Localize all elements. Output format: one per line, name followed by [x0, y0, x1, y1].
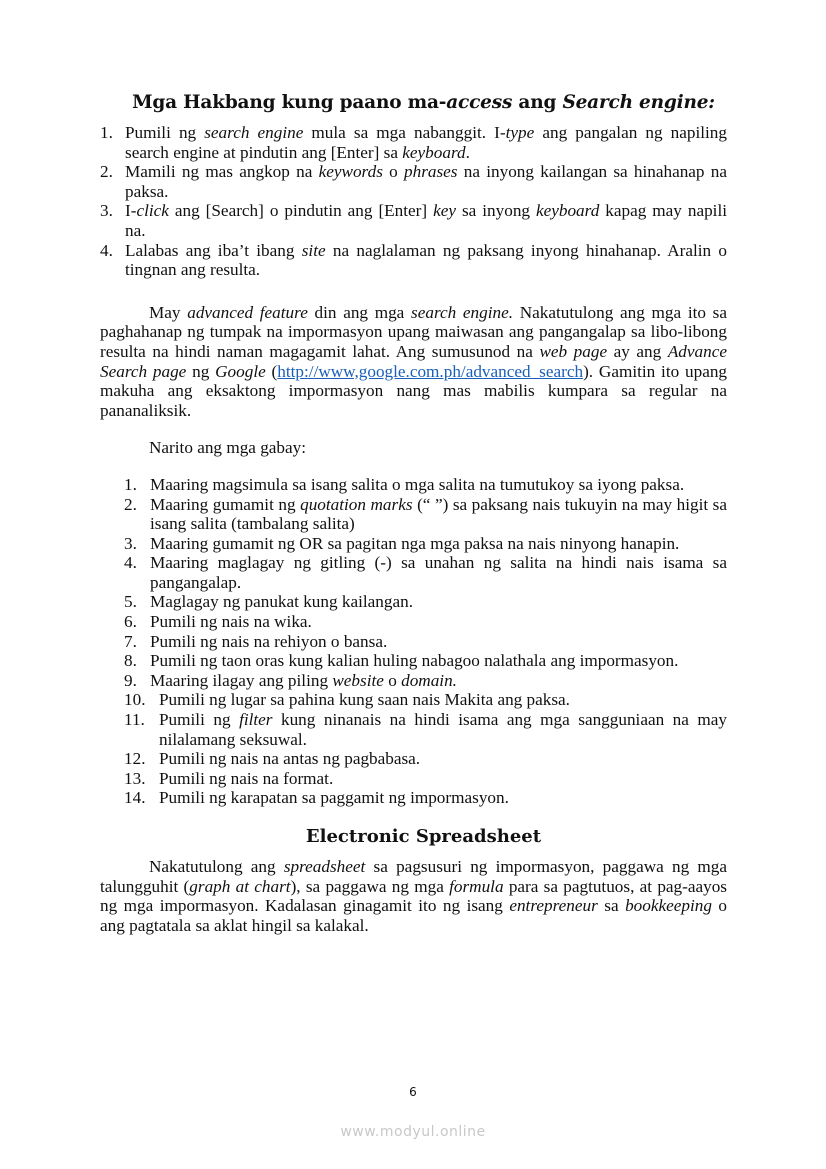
- list-item: [124, 651, 727, 671]
- text: na inyong kailangan sa hinahanap na paksa.: [125, 162, 728, 201]
- text-italic: spreadsheet: [283, 857, 366, 876]
- guides-intro: Narito ang mga gabay:: [149, 438, 307, 458]
- item-number: 4.: [100, 240, 113, 260]
- text-italic: formula: [449, 876, 504, 896]
- text-italic: graph at chart: [189, 876, 291, 896]
- list-item: [100, 162, 727, 201]
- text: Maaring ilagay ang piling: [150, 670, 333, 690]
- page-number-text: 6: [409, 1085, 417, 1099]
- item-number: 10.: [124, 690, 146, 710]
- text: sa: [597, 896, 626, 916]
- text-italic: entrepreneur: [509, 896, 598, 916]
- item-number: 3.: [124, 533, 137, 553]
- text: Maaring magsimula sa isang salita o mga salita na tumutukoy sa iyong paksa.: [150, 474, 685, 494]
- item-number: 1.: [100, 123, 113, 142]
- text-italic: filter: [239, 710, 273, 730]
- text: Pumili ng nais na rehiyon o bansa.: [150, 631, 388, 651]
- text: Maglagay ng panukat kung kailangan.: [150, 592, 413, 612]
- watermark: www.modyul.online: [340, 1124, 486, 1140]
- text-italic: bookkeeping: [625, 896, 712, 916]
- text-italic: domain.: [401, 670, 457, 690]
- text: din ang mga: [307, 302, 412, 322]
- document-page: [100, 92, 727, 935]
- item-number: 5.: [124, 592, 137, 612]
- google-advanced-search-link[interactable]: http://www,google.com.ph/advanced_search: [277, 361, 584, 381]
- text-italic: website: [332, 670, 384, 690]
- text: para sa pagtutuos, at pag-aayos ng mga impormasyon. Kadalasan ginagamit ito ng isang: [100, 876, 727, 916]
- text: (: [265, 361, 278, 381]
- text: kung ninanais na hindi isama ang mga sangguniaan na may nilalamang seksuwal.: [159, 710, 727, 749]
- text: sa inyong: [456, 201, 536, 221]
- text: o: [382, 162, 405, 182]
- text: Nakatutulong ang: [149, 857, 284, 876]
- list-item: [124, 690, 727, 710]
- text-italic: web page: [539, 341, 608, 361]
- text: Pumili ng taon oras kung kalian huling nabagoo nalathala ang impormasyon.: [150, 651, 679, 671]
- text: ). Gamitin ito upang makuha ang eksaktong impormasyon nang mas mabilis kumpara sa regular na pananaliksik.: [100, 361, 728, 420]
- text-italic: Advance Search page: [100, 341, 727, 381]
- advanced-paragraph: [100, 303, 727, 421]
- text: ang pangalan ng napiling search engine at pindutin ang [Enter] sa: [125, 123, 727, 162]
- text: mula sa mga nabanggit. I-: [303, 123, 506, 142]
- item-number: 13.: [124, 768, 146, 788]
- text: Pumili ng nais na wika.: [150, 612, 312, 632]
- text: I-: [125, 201, 137, 221]
- text: kapag may napili na.: [125, 201, 727, 240]
- text-italic: keyboard: [402, 142, 466, 162]
- list-item: [124, 612, 727, 632]
- text: Pumili ng lugar sa pahina kung saan nais Makita ang paksa.: [159, 690, 570, 710]
- list-item: [124, 475, 727, 495]
- text: .: [465, 142, 470, 162]
- list-item: [124, 671, 727, 691]
- text-italic: Google: [215, 361, 266, 381]
- steps-list: [100, 123, 727, 280]
- text-italic: keywords: [318, 162, 383, 182]
- item-number: 3.: [100, 201, 113, 221]
- text: Maaring gumamit ng OR sa pagitan nga mga paksa na nais ninyong hanapin.: [150, 533, 680, 553]
- title-italic: Search engine:: [562, 92, 715, 113]
- list-item: [124, 534, 727, 554]
- item-number: 11.: [124, 710, 145, 730]
- spreadsheet-paragraph: [100, 857, 727, 935]
- list-item: [100, 123, 727, 162]
- text-italic: advanced feature: [187, 302, 308, 322]
- text-italic: key: [433, 201, 456, 221]
- text: Pumili ng karapatan sa paggamit ng impormasyon.: [159, 788, 509, 808]
- list-item: [100, 241, 727, 280]
- item-number: 1.: [124, 474, 137, 494]
- text: ), sa paggawa ng mga: [290, 876, 450, 896]
- text-italic: search engine.: [411, 302, 514, 322]
- page-number: [0, 1085, 826, 1099]
- title-text: Mga Hakbang kung paano ma-: [132, 92, 447, 113]
- list-item: [124, 553, 727, 592]
- page-title: [100, 92, 727, 113]
- text: Pumili ng: [125, 123, 205, 142]
- item-number: 2.: [124, 494, 137, 514]
- item-number: 14.: [124, 788, 146, 808]
- title-italic: access: [446, 92, 513, 113]
- item-number: 9.: [124, 670, 137, 690]
- text: May: [149, 302, 188, 322]
- text-italic: keyboard: [535, 201, 600, 221]
- text-italic: click: [136, 201, 169, 221]
- list-item: [124, 592, 727, 612]
- text: ang [Search] o pindutin ang [Enter]: [168, 201, 434, 221]
- text: na naglalaman ng paksang inyong hinahanap. Aralin o tingnan ang resulta.: [125, 240, 727, 280]
- guides-list: [100, 475, 727, 808]
- text: Pumili ng: [159, 710, 240, 730]
- list-item: [124, 632, 727, 652]
- item-number: 8.: [124, 651, 137, 671]
- text: o: [383, 670, 402, 690]
- text: Pumili ng nais na format.: [159, 768, 334, 788]
- item-number: 12.: [124, 749, 146, 769]
- list-item: [124, 769, 727, 789]
- item-number: 2.: [100, 162, 113, 182]
- text: Nakatutulong ang mga ito sa paghahanap ng tumpak na impormasyon upang maiwasan ang pangangalap sa libo-libong resulta na hindi naman magagamit lahat. Ang sumusunod na: [100, 302, 728, 361]
- title-text: ang: [512, 92, 563, 113]
- list-item: [124, 495, 727, 534]
- text: Mamili ng mas angkop na: [125, 162, 319, 182]
- list-item: [100, 201, 727, 240]
- item-number: 6.: [124, 612, 137, 632]
- section-heading: Electronic Spreadsheet: [305, 826, 542, 847]
- text: o ang pagtatala sa aklat hingil sa kalakal.: [100, 896, 728, 935]
- text-italic: type: [505, 123, 535, 142]
- list-item: [124, 749, 727, 769]
- text-italic: quotation marks: [300, 494, 413, 514]
- item-number: 7.: [124, 631, 137, 651]
- list-item: [124, 710, 727, 749]
- text: Pumili ng nais na antas ng pagbabasa.: [159, 749, 421, 769]
- text: ay ang: [607, 341, 668, 361]
- text: ng: [186, 361, 216, 381]
- text-italic: site: [301, 240, 326, 260]
- text: Lalabas ang iba’t ibang: [125, 240, 302, 260]
- text: Maaring gumamit ng: [150, 494, 301, 514]
- text-italic: search engine: [204, 123, 304, 142]
- item-number: 4.: [124, 553, 137, 573]
- text: Maaring maglagay ng gitling (-) sa unahan ng salita na hindi nais isama sa pangangalap.: [150, 553, 727, 592]
- list-item: [124, 788, 727, 808]
- text: (“ ”) sa paksang nais tukuyin na may higit sa isang salita (tambalang salita): [150, 494, 727, 534]
- text-italic: phrases: [404, 162, 458, 182]
- text: sa pagsusuri ng impormasyon, paggawa ng mga talungguhit (: [100, 857, 727, 896]
